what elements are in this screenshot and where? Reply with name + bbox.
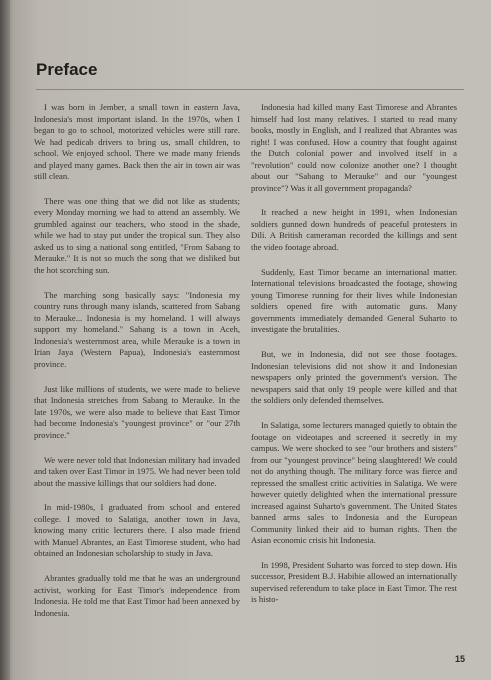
paragraph: In mid-1980s, I graduated from school and entered college. I moved to Salatiga, another town in Java, knowing many critic lecturers there. I also made friend with Manuel Abrantes, an East Timorese student, who had obtained an Indonesian scholarship to study in Java. bbox=[34, 502, 240, 559]
paragraph: The marching song basically says: "Indonesia my country runs through many islands, scattered from Sabang to Meraukе... Indonesia is my homeland. I will always support my homeland." Sabang is a town in Aceh, Indonesia's westernmost area, while Merauke is a town in Irian Jaya (Western Papua), Indonesia's easternmost province. bbox=[34, 289, 240, 369]
paragraph: In 1998, President Suharto was forced to step down. His successor, President B.J. Habibie allowed an internationally supervised referendum to take place in East Timor. The rest is histo- bbox=[251, 559, 457, 605]
paragraph: I was born in Jember, a small town in eastern Java, Indonesia's most important island. In the 1970s, when I began to go to school, motorized vehicles were still rare. We had pedicab drivers to bring us, small children, to school. We enjoyed school. There we made many friends and played many games. Back then the air in town air was still clean. bbox=[34, 102, 240, 181]
right-text-column bbox=[251, 102, 457, 619]
paragraph: Just like millions of students, we were made to believe that Indonesia stretches from Sabang to Merauke. In the late 1970s, we were also made to believe that East Timor had become Indonesia's "youngest province" or "our 27th province." bbox=[34, 383, 240, 440]
page-number: 15 bbox=[454, 654, 465, 664]
chapter-heading: Preface bbox=[36, 60, 98, 79]
heading-rule bbox=[36, 89, 464, 90]
book-spine-shadow bbox=[0, 0, 10, 680]
paragraph: Abrantes gradually told me that he was an underground activist, working for East Timor's independence from Indonesia. He told me that East Timor had been annexed by Indonesia. bbox=[34, 573, 240, 618]
paragraph: Suddenly, East Timor became an international matter. International televisions broadcasted the footage, showing young Timorese running for their lives while Indonesian soldiers opened fire with automatic guns. Many governments immediately demanded General Suharto to investigate the brutalities. bbox=[251, 266, 457, 335]
paragraph: Indonesia had killed many East Timorese and Abrantes himself had lost many relatives. I started to read many books, mostly in English, and I realized that Abrantes was right! I was confused. How a country that fought against the Dutch colonial power and involved itself in a "revolution" could now colonize another one? I thought about our "Sabang to Merauke" and our "youngest province"? Was it all government propaganda? bbox=[251, 102, 457, 193]
paragraph: In Salatiga, some lecturers managed quietly to obtain the footage on videotapes and screened it secretly in my campus. We were shocked to see "our brothers and sisters" from our "youngest province" being slaughtered! We could not do anything though. The military force was fierce and repressed the smallest critic activities in Salatiga. We were however quietly delighted when the international pressure increased against Suharto's government. The United States banned arms sales to Indonesia and the European Community linked their aid to human rights. Then the Asian economic crisis hit Indonesia. bbox=[251, 420, 457, 546]
paragraph: It reached a new height in 1991, when Indonesian soldiers gunned down hundreds of peaceful protesters in Dili. A British cameraman recorded the killings and sent the video footage abroad. bbox=[251, 207, 457, 252]
paragraph: We were never told that Indonesian military had invaded and taken over East Timor in 1975. We had never been told about the massive killings that our soldiers had done. bbox=[34, 454, 240, 488]
paragraph: There was one thing that we did not like as students; every Monday morning we had to attend an assembly. We grumbled against our teachers, who stood in the shade, while we had to stay put under the tropical sun. They also asked us to sing a national song entitled, "From Sabang to Merauke." It is not so much the song that we disliked but the hot scorching sun. bbox=[34, 195, 240, 275]
paragraph: But, we in Indonesia, did not see those footages. Indonesian televisions did not show it and Indonesian newspapers only printed the government's version. The newspapers said that only 19 people were killed and that the soldiers only defended themselves. bbox=[251, 349, 457, 406]
left-text-column bbox=[34, 102, 240, 633]
